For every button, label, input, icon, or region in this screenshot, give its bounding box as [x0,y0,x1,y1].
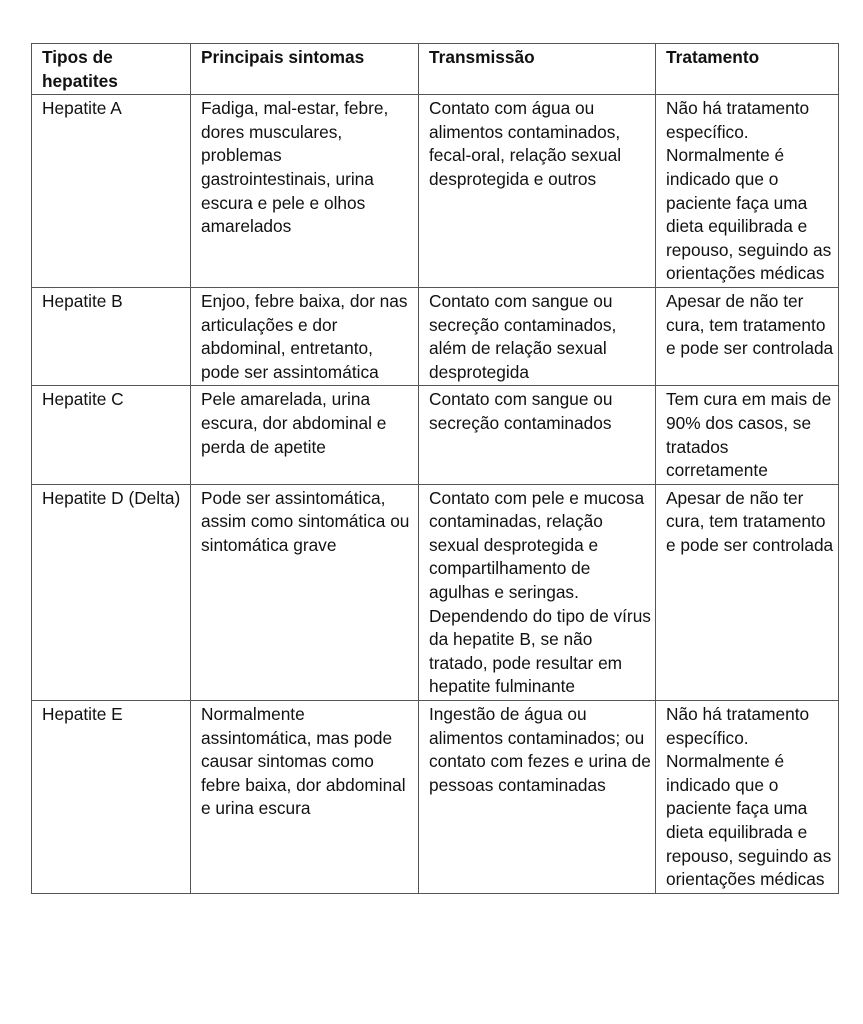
cell-type [32,701,191,894]
cell-treatment [656,386,839,484]
hepatitis-table [31,43,839,894]
table-row [32,484,839,700]
cell-transmission-text: Contato com sangue ou secreção contaminados [429,389,613,433]
header-treatment-label: Tratamento [666,47,760,67]
header-transmission-label: Transmissão [429,47,535,67]
cell-transmission-text: Ingestão de água ou alimentos contaminados; ou contato com fezes e urina de pessoas contaminadas [429,704,651,795]
cell-symptoms [191,484,419,700]
cell-symptoms [191,95,419,288]
cell-symptoms-text: Pode ser assintomática, assim como sintomática ou sintomática grave [201,487,410,555]
cell-transmission-text: Contato com sangue ou secreção contaminados, além de relação sexual desprotegida [429,290,617,382]
cell-type [32,287,191,385]
cell-treatment [656,95,839,288]
cell-type [32,386,191,484]
header-symptoms-label: Principais sintomas [201,47,365,67]
table-row [32,701,839,894]
cell-type-text: Hepatite E [42,704,123,725]
cell-symptoms [191,701,419,894]
cell-treatment [656,287,839,385]
table-row [32,287,839,385]
cell-transmission [419,287,656,385]
cell-type-text: Hepatite D (Delta) [42,487,181,508]
cell-treatment-text: Apesar de não ter cura, tem tratamento e pode ser controlada [666,290,834,359]
cell-transmission-text: Contato com água ou alimentos contaminados, fecal-oral, relação sexual desprotegida e outros [429,98,622,189]
cell-symptoms-text: Pele amarelada, urina escura, dor abdominal e perda de apetite [201,389,387,457]
cell-transmission [419,484,656,700]
cell-type-text: Hepatite C [42,389,124,410]
header-transmission [419,44,656,95]
header-row [32,44,839,95]
cell-treatment [656,484,839,700]
cell-symptoms-text: Enjoo, febre baixa, dor nas articulações e dor abdominal, entretanto, pode ser assintomática [201,290,408,382]
cell-type [32,484,191,700]
header-type [32,44,191,95]
cell-symptoms [191,287,419,385]
cell-type-text: Hepatite B [42,290,123,311]
cell-treatment-text: Apesar de não ter cura, tem tratamento e pode ser controlada [666,487,834,555]
cell-transmission [419,95,656,288]
cell-treatment-text: Não há tratamento específico. Normalmente é indicado que o paciente faça uma dieta equilibrada e repouso, seguindo as orientações médicas [666,98,832,284]
cell-type-text: Hepatite A [42,98,122,119]
cell-transmission-text: Contato com pele e mucosa contaminadas, relação sexual desprotegida e compartilhamento de agulhas e seringas. Dependendo do tipo de vírus da hepatite B, se não tratado, pode resultar em hepatite fulminante [429,487,651,697]
header-treatment [656,44,839,95]
header-type-label: Tipos de hepatites [42,47,118,91]
cell-symptoms-text: Normalmente assintomática, mas pode causar sintomas como febre baixa, dor abdominal e urina escura [201,704,406,819]
cell-transmission [419,701,656,894]
cell-treatment-text: Não há tratamento específico. Normalmente é indicado que o paciente faça uma dieta equilibrada e repouso, seguindo as orientações médicas [666,704,832,890]
table-row [32,386,839,484]
cell-treatment [656,701,839,894]
table-row [32,95,839,288]
cell-treatment-text: Tem cura em mais de 90% dos casos, se tratados corretamente [666,389,832,481]
cell-transmission [419,386,656,484]
cell-symptoms [191,386,419,484]
header-symptoms [191,44,419,95]
cell-type [32,95,191,288]
cell-symptoms-text: Fadiga, mal-estar, febre, dores musculares, problemas gastrointestinais, urina escura e pele e olhos amarelados [201,98,389,237]
